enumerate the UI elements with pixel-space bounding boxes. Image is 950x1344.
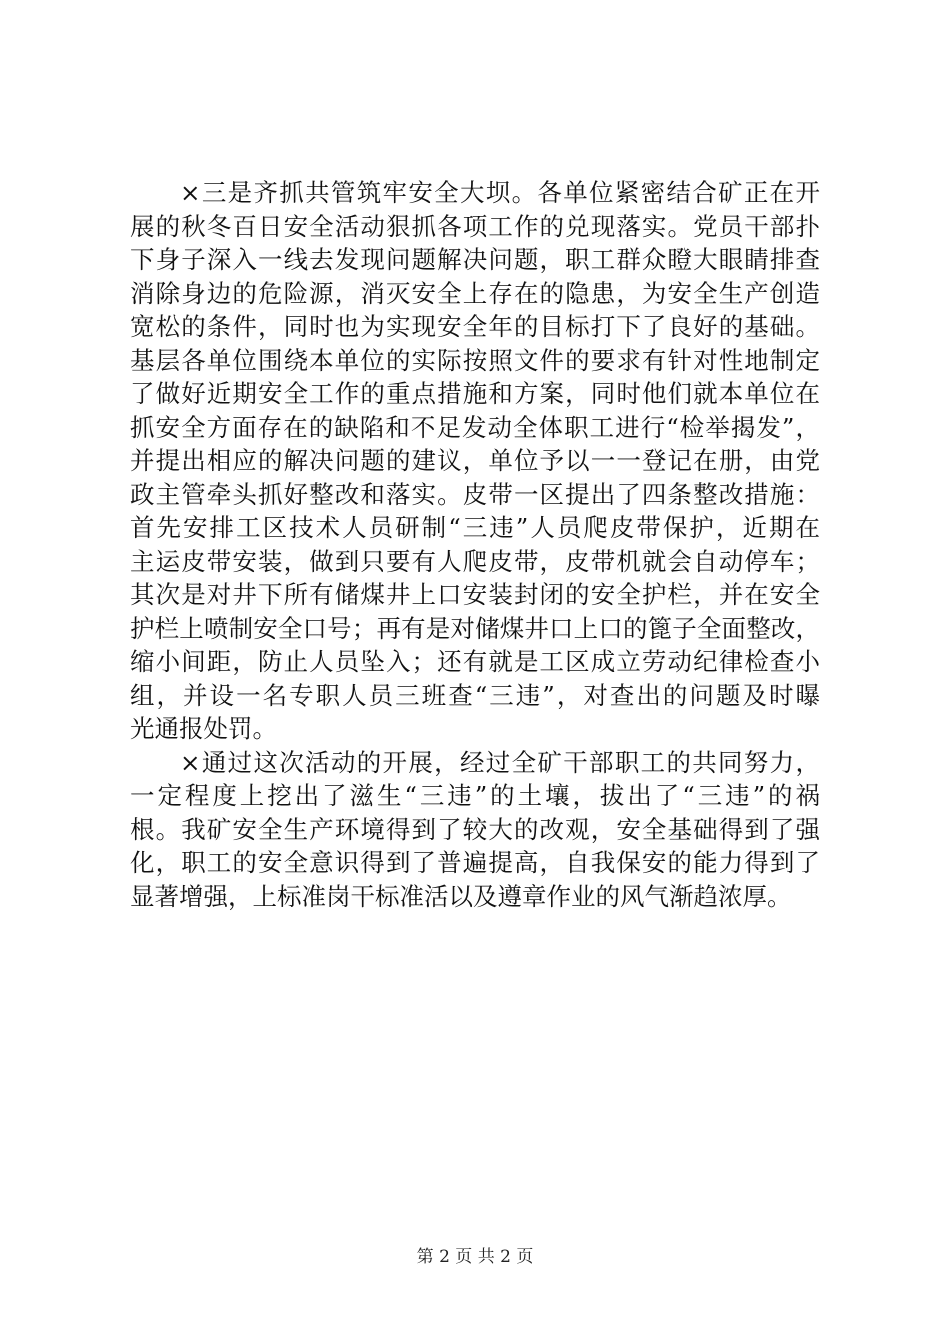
text-line: 消除身边的危险源，消灭安全上存在的隐患，为安全生产创造 (130, 278, 820, 308)
text-line: 了做好近期安全工作的重点措施和方案，同时他们就本单位在 (130, 379, 820, 408)
text-line: 化，职工的安全意识得到了普遍提高，自我保安的能力得到了 (130, 848, 820, 877)
text-line: 组，并设一名专职人员三班查“三违”，对查出的问题及时曝 (130, 680, 820, 710)
text-line: 光通报处罚。 (130, 714, 277, 743)
paragraph-2 (130, 746, 820, 914)
page-number: 第 2 页 共 2 页 (416, 1247, 534, 1267)
text-line: 主运皮带安装，做到只要有人爬皮带，皮带机就会自动停车； (130, 546, 820, 576)
text-line: 护栏上喷制安全口号；再有是对储煤井口上口的篦子全面整改， (130, 613, 820, 643)
text-line: 缩小间距，防止人员坠入；还有就是工区成立劳动纪律检查小 (130, 647, 820, 676)
text-line: 显著增强，上标准岗干标准活以及遵章作业的风气渐趋浓厚。 (130, 881, 792, 911)
text-line: 政主管牵头抓好整改和落实。皮带一区提出了四条整改措施： (130, 479, 820, 509)
body-text (130, 176, 820, 913)
text-line: 首先安排工区技术人员研制“三违”人员爬皮带保护，近期在 (130, 513, 820, 542)
text-line: 展的秋冬百日安全活动狠抓各项工作的兑现落实。党员干部扑 (130, 211, 820, 241)
page-footer (0, 1242, 950, 1267)
text-line: 基层各单位围绕本单位的实际按照文件的要求有针对性地制定 (130, 345, 820, 375)
text-line: 其次是对井下所有储煤井上口安装封闭的安全护栏，并在安全 (130, 580, 820, 609)
text-line: ×通过这次活动的开展，经过全矿干部职工的共同努力， (180, 747, 820, 777)
text-line: 并提出相应的解决问题的建议，单位予以一一登记在册，由党 (130, 446, 820, 475)
text-line: 抓安全方面存在的缺陷和不足发动全体职工进行“检举揭发”， (130, 412, 820, 442)
text-line: 一定程度上挖出了滋生“三违”的土壤，拔出了“三违”的祸 (130, 781, 820, 810)
text-line: 宽松的条件，同时也为实现安全年的目标打下了良好的基础。 (130, 312, 820, 341)
text-line: 根。我矿安全生产环境得到了较大的改观，安全基础得到了强 (130, 814, 820, 844)
paragraph-1 (130, 176, 820, 746)
text-line: 下身子深入一线去发现问题解决问题，职工群众瞪大眼睛排查 (130, 245, 820, 274)
text-line: ×三是齐抓共管筑牢安全大坝。各单位紧密结合矿正在开 (180, 178, 820, 207)
